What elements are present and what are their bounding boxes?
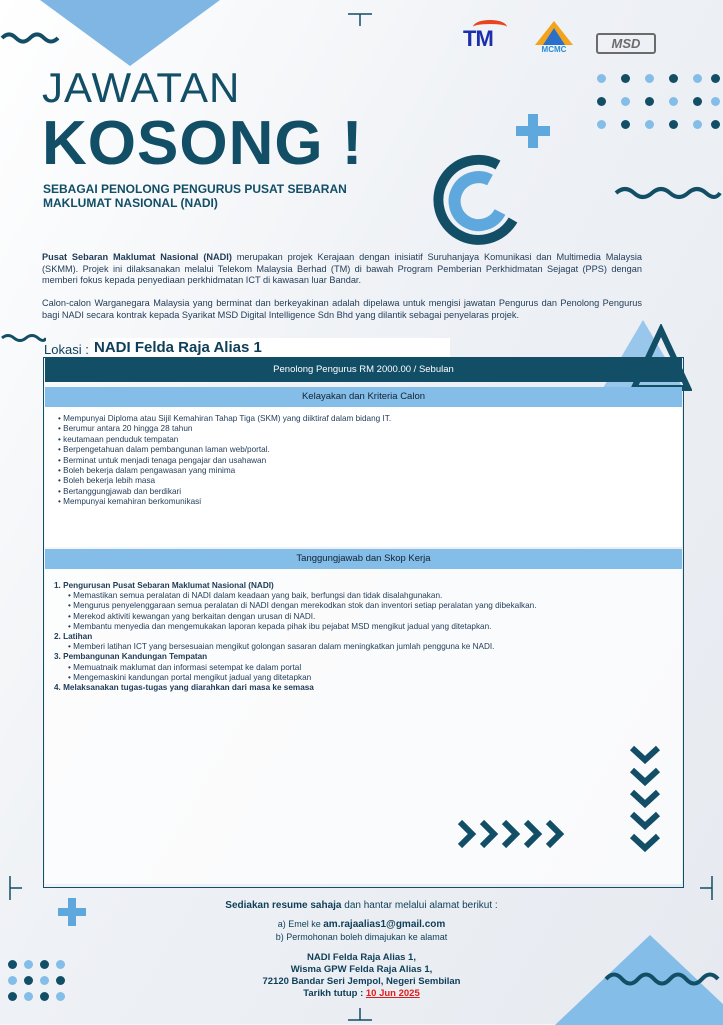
list-item: • Memuatnaik maklumat dan informasi setempat ke dalam portal [54,663,537,673]
chevrons-down-graphic [628,744,662,856]
duty-section-title: 2. Latihan [54,632,93,642]
list-item: • Merekod aktiviti kewangan yang berkaitan dengan urusan di NADI. [54,612,537,622]
crop-mark-right [700,876,714,900]
lokasi-value: NADI Felda Raja Alias 1 [90,338,450,358]
swirl-graphic [428,150,528,250]
requirements-list [58,414,391,508]
address-line-3: 72120 Bandar Seri Jempol, Negeri Sembilan [262,976,461,987]
duty-section-title: 3. Pembangunan Kandungan Tempatan [54,652,208,662]
wave-top-left [0,30,62,46]
chevrons-right-graphic [456,818,572,850]
list-item: • Berminat untuk menjadi tenaga pengajar dan usahawan [58,456,391,466]
list-item: • Mempunyai Diploma atau Sijil Kemahiran Tahap Tiga (SKM) yang diiktiraf dalam bidang IT. [58,414,391,424]
crop-mark-left [8,876,22,900]
title-line2: KOSONG ! [42,109,364,178]
list-item: • Memberi latihan ICT yang bersesuaian mengikut golongan sasaran dalam meningkatkan jumlah pengguna ke NADI. [54,642,537,652]
wave-right [614,184,722,202]
list-item: • Berumur antara 20 hingga 28 tahun [58,424,391,434]
list-item: • Bertanggungjawab dan berdikari [58,487,391,497]
lokasi-label: Lokasi : [44,342,89,357]
list-item: • Membantu menyedia dan mengemukakan laporan kepada pihak ibu pejabat MSD mengikut jadual yang ditetapkan. [54,622,537,632]
deadline-line: Tarikh tutup : 10 Jun 2025 [303,988,420,999]
subtitle: SEBAGAI PENOLONG PENGURUS PUSAT SEBARAN MAKLUMAT NASIONAL (NADI) [43,182,347,210]
list-item: • Mengemaskini kandungan portal mengikut jadual yang ditetapkan [54,673,537,683]
duties-heading: Tanggungjawab dan Skop Kerja [45,549,682,569]
list-item: • Mengurus penyelenggaraan semua peralatan di NADI dengan merekodkan stok dan inventori setiap peralatan yang dibekalkan. [54,601,537,611]
list-item: • Berpengetahuan dalam pembangunan laman web/portal. [58,445,391,455]
position-banner: Penolong Pengurus RM 2000.00 / Sebulan [45,358,682,382]
tm-logo: TM [463,26,493,52]
footer-email-line: a) Emel ke am.rajaalias1@gmail.com [277,919,446,930]
crop-mark-top [348,12,372,26]
list-item: • keutamaan penduduk tempatan [58,435,391,445]
msd-logo: MSD [596,33,656,54]
list-item: • Memastikan semua peralatan di NADI dalam keadaan yang baik, berfungsi dan tidak disalahgunakan. [54,591,537,601]
intro-paragraph-1: Pusat Sebaran Maklumat Nasional (NADI) merupakan projek Kerajaan dengan inisiatif Suruhanjaya Komunikasi dan Multimedia Malaysia (SKMM). Projek ini dilaksanakan melalui Telekom Malaysia Berhad (TM) di bawah Program Pemberian Perkhidmatan Sejagat (PPS) dengan memberi fokus kepada penyediaan perkhidmatan ICT di kawasan luar Bandar. [42,252,642,285]
list-item: • Boleh bekerja lebih masa [58,476,391,486]
duty-section-title: 4. Melaksanakan tugas-tugas yang diarahkan dari masa ke semasa [54,683,314,693]
crop-mark-bottom [348,1008,372,1022]
plus-shape-top [516,114,550,148]
title-line1: JAWATAN [42,64,241,111]
duty-section-title: 1. Pengurusan Pusat Sebaran Maklumat Nasional (NADI) [54,581,274,590]
corner-triangle-top-left [40,0,220,66]
footer-mail-line: b) Permohonan boleh dimajukan ke alamat [275,932,448,942]
address-line-2: Wisma GPW Felda Raja Alias 1, [290,964,433,975]
wave-left-mid [0,332,46,344]
address-line-1: NADI Felda Raja Alias 1, [307,952,416,963]
list-item: • Mempunyai kemahiran berkomunikasi [58,497,391,507]
duties-list [54,581,537,693]
deadline-date: 10 Jun 2025 [365,988,420,999]
footer-lead: Sediakan resume sahaja dan hantar melalui alamat berikut : [225,900,498,911]
mcmc-logo: MCMC [533,20,575,56]
email-link[interactable]: am.rajaalias1@gmail.com [323,919,446,930]
intro-paragraph-2: Calon-calon Warganegara Malaysia yang berminat dan berkeyakinan adalah dipelawa untuk mengisi jawatan Pengurus dan Penolong Pengurus bagi NADI secara kontrak kepada Syarikat MSD Digital Intelligence Sdn Bhd yang dilantik sebagai penyelaras projek. [42,298,642,320]
list-item: • Boleh bekerja dalam pengawasan yang minima [58,466,391,476]
requirements-heading: Kelayakan dan Kriteria Calon [45,387,682,407]
